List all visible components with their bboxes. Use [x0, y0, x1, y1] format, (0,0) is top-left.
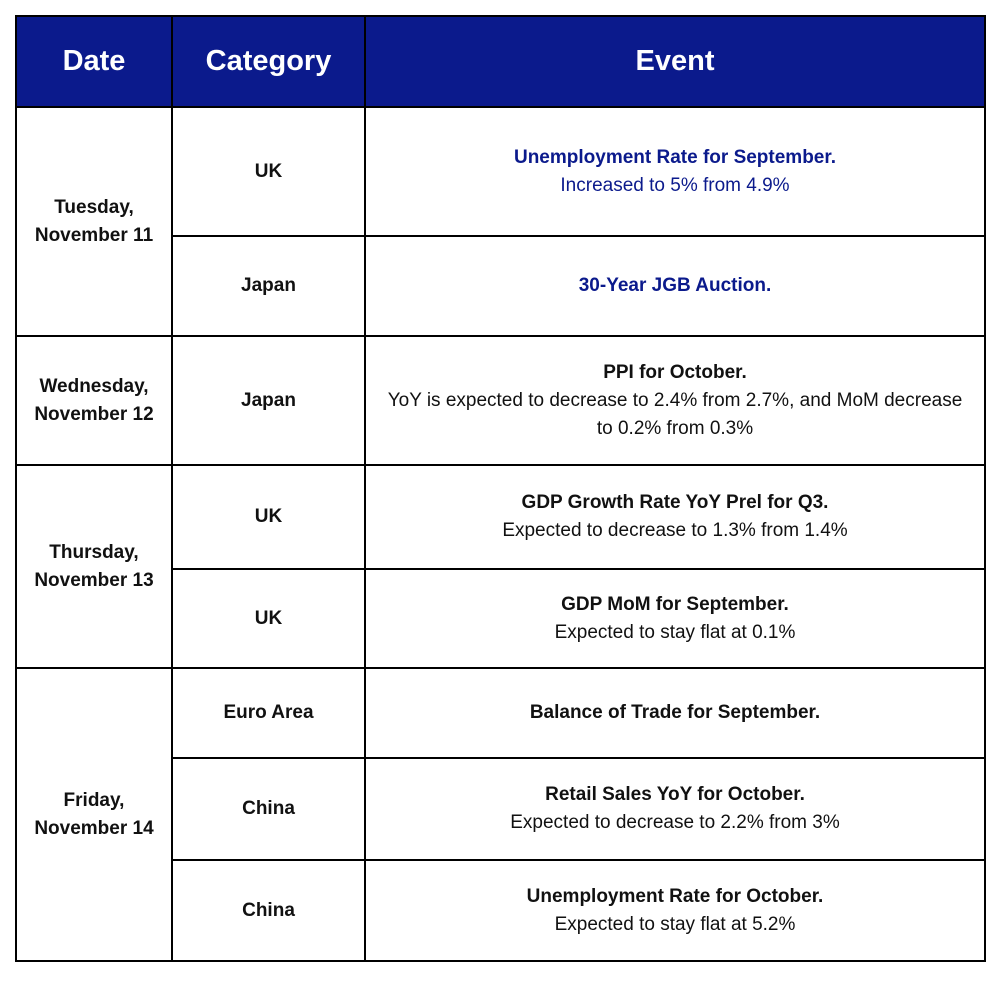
date-cell: Friday, November 14 [16, 668, 172, 961]
event-title: Unemployment Rate for September. [513, 146, 837, 168]
event-description: Expected to decrease to 1.3% from 1.4% [502, 520, 848, 541]
event-title: GDP Growth Rate YoY Prel for Q3. [521, 492, 829, 513]
category-cell: China [172, 860, 365, 961]
category-cell: UK [172, 107, 365, 236]
event-title: Unemployment Rate for October. [526, 885, 824, 907]
category-cell: UK [172, 569, 365, 668]
event-cell [365, 758, 985, 860]
event-description: YoY is expected to decrease to 2.4% from 2.7%, and MoM decrease to 0.2% from 0.3% [387, 389, 963, 439]
event-cell [365, 107, 985, 236]
date-cell: Thursday, November 13 [16, 465, 172, 668]
event-title: GDP MoM for September. [561, 593, 789, 615]
economic-calendar-table [15, 15, 986, 962]
event-title: 30-Year JGB Auction. [578, 275, 772, 296]
event-cell [365, 860, 985, 961]
event-column-header: Event [365, 16, 985, 107]
event-title: Retail Sales YoY for October. [545, 784, 805, 805]
table-row [16, 336, 985, 465]
table-row [16, 107, 985, 236]
event-title: PPI for October. [603, 361, 747, 383]
event-cell [365, 465, 985, 569]
header-row [16, 16, 985, 107]
date-cell: Tuesday, November 11 [16, 107, 172, 336]
category-cell: Japan [172, 336, 365, 465]
event-title: Balance of Trade for September. [529, 702, 821, 723]
event-description: Expected to stay flat at 5.2% [554, 913, 796, 935]
category-cell: Japan [172, 236, 365, 336]
event-cell [365, 569, 985, 668]
table-row [16, 465, 985, 569]
event-description: Expected to stay flat at 0.1% [554, 621, 796, 643]
date-cell: Wednesday, November 12 [16, 336, 172, 465]
date-column-header: Date [16, 16, 172, 107]
category-column-header: Category [172, 16, 365, 107]
event-description: Increased to 5% from 4.9% [560, 174, 790, 196]
event-cell [365, 668, 985, 758]
category-cell: China [172, 758, 365, 860]
category-cell: Euro Area [172, 668, 365, 758]
table-row [16, 668, 985, 758]
event-cell [365, 336, 985, 465]
category-cell: UK [172, 465, 365, 569]
event-description: Expected to decrease to 2.2% from 3% [510, 812, 840, 833]
event-cell [365, 236, 985, 336]
